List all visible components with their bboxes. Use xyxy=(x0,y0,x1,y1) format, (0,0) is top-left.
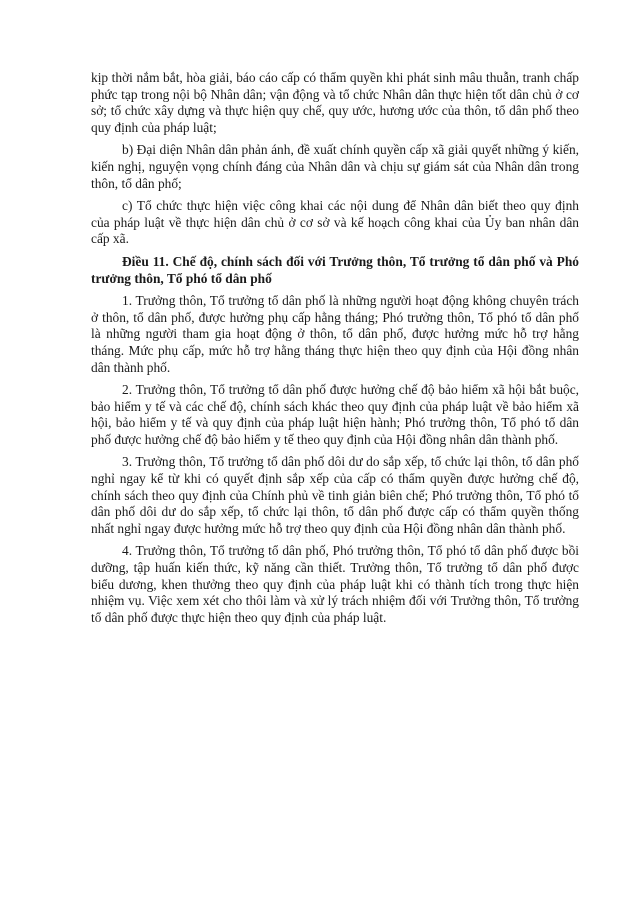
paragraph-clause-2: 2. Trưởng thôn, Tổ trưởng tổ dân phố được hưởng chế độ bảo hiểm xã hội bắt buộc, bảo hiểm y tế và các chế độ, chính sách khác theo quy định của pháp luật về bảo hiểm xã hội, bảo hiểm y tế và quy định của pháp luật hiện hành; Phó trưởng thôn, Tổ phó tổ dân phố được hưởng chế độ bảo hiểm y tế theo quy định của Hội đồng nhân dân thành phố. xyxy=(91,382,579,447)
paragraph-item-c: c) Tổ chức thực hiện việc công khai các nội dung để Nhân dân biết theo quy định của pháp luật về thực hiện dân chủ ở cơ sở và kế hoạch công khai của Ủy ban nhân dân cấp xã. xyxy=(91,198,579,247)
paragraph-clause-3: 3. Trưởng thôn, Tổ trưởng tổ dân phố dôi dư do sắp xếp, tổ chức lại thôn, tổ dân phố nghỉ ngay kể từ khi có quyết định sắp xếp của cấp có thẩm quyền được hưởng chế độ, chính sách theo quy định của Chính phủ về tinh giản biên chế; Phó trưởng thôn, Tổ phó tổ dân phố dôi dư do sắp xếp, tổ chức lại thôn, tổ dân phố được cấp có thẩm quyền thống nhất nghỉ ngay được hưởng mức hỗ trợ theo quy định của Hội đồng nhân dân thành phố. xyxy=(91,454,579,536)
paragraph-continuation: kịp thời nắm bắt, hòa giải, báo cáo cấp có thẩm quyền khi phát sinh mâu thuẫn, tranh chấp phức tạp trong nội bộ Nhân dân; vận động và tổ chức Nhân dân thực hiện tốt dân chủ ở cơ sở; tổ chức xây dựng và thực hiện quy chế, quy ước, hương ước của thôn, tổ dân phố theo quy định của pháp luật; xyxy=(91,70,579,135)
article-11-heading: Điều 11. Chế độ, chính sách đối với Trưởng thôn, Tổ trưởng tổ dân phố và Phó trưởng thôn, Tổ phó tổ dân phố xyxy=(91,253,579,286)
paragraph-clause-4: 4. Trưởng thôn, Tổ trưởng tổ dân phố, Phó trưởng thôn, Tổ phó tổ dân phố được bồi dưỡng, tập huấn kiến thức, kỹ năng cần thiết. Trưởng thôn, Tổ trưởng tổ dân phố được biểu dương, khen thưởng theo quy định của pháp luật khi có thành tích trong thực hiện nhiệm vụ. Việc xem xét cho thôi làm và xử lý trách nhiệm đối với Trưởng thôn, Tổ trưởng tổ dân phố được thực hiện theo quy định của pháp luật. xyxy=(91,543,579,625)
paragraph-item-b: b) Đại diện Nhân dân phản ánh, đề xuất chính quyền cấp xã giải quyết những ý kiến, kiến nghị, nguyện vọng chính đáng của Nhân dân và chịu sự giám sát của Nhân dân trong thôn, tổ dân phố; xyxy=(91,142,579,191)
document-body xyxy=(91,70,579,632)
paragraph-clause-1: 1. Trưởng thôn, Tổ trưởng tổ dân phố là những người hoạt động không chuyên trách ở thôn, tổ dân phố, được hưởng phụ cấp hằng tháng; Phó trưởng thôn, Tổ phó tổ dân phố là những người tham gia hoạt động ở thôn, tổ dân phố, được hưởng mức hỗ trợ hằng tháng. Mức phụ cấp, mức hỗ trợ hằng tháng thực hiện theo quy định của Hội đồng nhân dân thành phố. xyxy=(91,293,579,375)
